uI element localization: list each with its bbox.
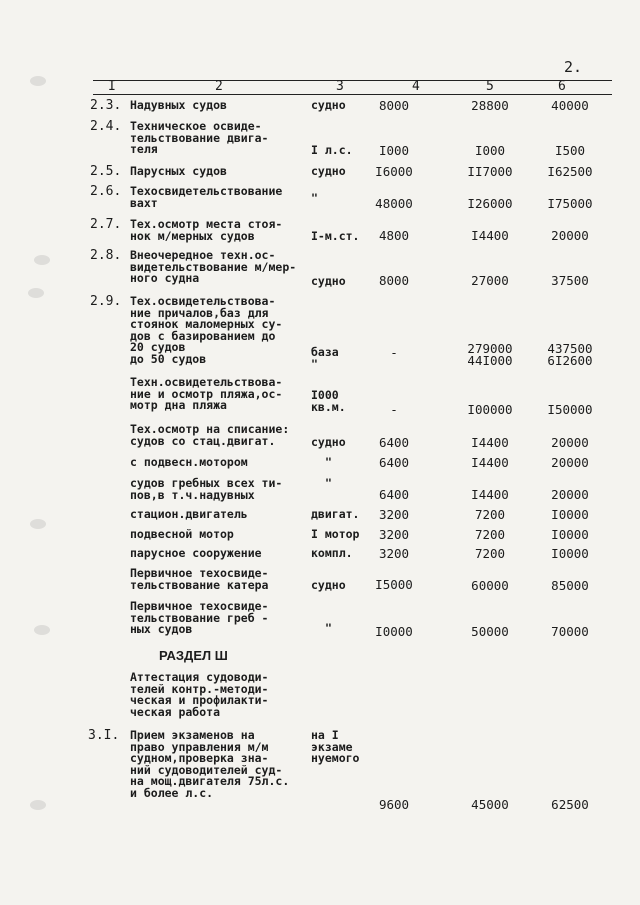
row-unit: судно xyxy=(311,98,346,112)
header-col-1: I xyxy=(108,79,116,94)
row-unit: I л.с. xyxy=(311,143,353,157)
row-col4: I6000 xyxy=(375,164,413,179)
row-col4: 8000 xyxy=(378,98,410,113)
row-col4: I5000 xyxy=(375,577,413,592)
row-unit: судно xyxy=(311,578,346,592)
row-unit: судно xyxy=(311,274,346,288)
row-col6: 40000 xyxy=(551,98,589,113)
row-col5: II7000 xyxy=(467,164,513,179)
row-unit: " xyxy=(325,621,332,635)
row-col6: I75000 xyxy=(547,196,593,211)
row-col5: 7200 xyxy=(474,527,506,542)
row-col5: 7200 xyxy=(474,546,506,561)
row-number: 2.7. xyxy=(90,217,122,232)
row-col5: 7200 xyxy=(474,507,506,522)
row-description: Парусных судов xyxy=(130,164,227,178)
row-col6: 437500 6I2600 xyxy=(547,341,593,368)
row-number: 2.6. xyxy=(90,184,122,199)
row-col5: I4400 xyxy=(471,487,509,502)
row-col4: - xyxy=(390,402,398,417)
scan-smudge xyxy=(30,76,46,86)
row-unit: " xyxy=(325,455,332,469)
header-top-rule xyxy=(93,80,612,81)
scan-smudge xyxy=(30,519,46,529)
row-unit: судно xyxy=(311,435,346,449)
scan-smudge xyxy=(28,288,44,298)
row-unit: " xyxy=(325,476,332,490)
row-col5: 279000 44I000 xyxy=(467,341,513,368)
row-col4: 6400 xyxy=(378,455,410,470)
row-col5: I000 xyxy=(474,143,506,158)
row-unit: компл. xyxy=(311,546,353,560)
row-description: Внеочередное техн.ос- видетельствование м/мер- ного судна xyxy=(130,248,297,285)
row-col5: I4400 xyxy=(471,455,509,470)
row-description: парусное сооружение xyxy=(130,546,262,560)
row-number: 2.8. xyxy=(90,248,122,263)
row-col4: 3200 xyxy=(378,507,410,522)
row-number: 3.I. xyxy=(88,728,120,743)
row-col5: 28800 xyxy=(471,98,509,113)
header-col-2: 2 xyxy=(215,79,223,94)
row-col5: 60000 xyxy=(471,578,509,593)
row-unit: база " xyxy=(311,345,339,371)
row-unit: судно xyxy=(311,164,346,178)
row-unit: " xyxy=(311,191,318,205)
row-description: Первичное техосвиде- тельствование катера xyxy=(130,566,269,592)
row-number: 2.4. xyxy=(90,119,122,134)
row-col6: 20000 xyxy=(551,487,589,502)
row-unit: I-м.ст. xyxy=(311,229,360,243)
row-col4: 9600 xyxy=(378,797,410,812)
row-col5: 27000 xyxy=(471,273,509,288)
row-col4: - xyxy=(390,345,398,360)
row-col4: 3200 xyxy=(378,546,410,561)
row-col5: I4400 xyxy=(471,228,509,243)
row-description: с подвесн.мотором xyxy=(130,455,248,469)
row-description: подвесной мотор xyxy=(130,527,234,541)
row-col6: 20000 xyxy=(551,228,589,243)
scan-smudge xyxy=(30,800,46,810)
row-col5: I26000 xyxy=(467,196,513,211)
header-col-5: 5 xyxy=(486,79,494,94)
row-col6: I62500 xyxy=(547,164,593,179)
row-col6: I500 xyxy=(554,143,586,158)
row-number: 2.5. xyxy=(90,164,122,179)
row-description: Надувных судов xyxy=(130,98,227,112)
row-description: стацион.двигатель xyxy=(130,507,248,521)
row-number: 2.3. xyxy=(90,98,122,113)
row-unit: двигат. xyxy=(311,507,360,521)
row-col6: 37500 xyxy=(551,273,589,288)
row-col5: 45000 xyxy=(471,797,509,812)
row-unit: I000 кв.м. xyxy=(311,388,346,414)
row-col4: 6400 xyxy=(378,435,410,450)
header-col-4: 4 xyxy=(412,79,420,94)
row-description: Тех.осмотр места стоя- нок м/мерных судов xyxy=(130,217,283,243)
row-description: Первичное техосвиде- тельствование греб - ных судов xyxy=(130,599,269,636)
row-description: Техосвидетельствование вахт xyxy=(130,184,283,210)
row-col6: 20000 xyxy=(551,435,589,450)
section-description: Аттестация судоводи- телей контр.-методи- ческая и профилакти- ческая работа xyxy=(130,670,269,719)
scan-smudge xyxy=(34,625,50,635)
header-bottom-rule xyxy=(93,94,612,95)
row-col6: 85000 xyxy=(551,578,589,593)
row-description: Техническое освиде- тельствование двига- теля xyxy=(130,119,269,156)
row-col5: I4400 xyxy=(471,435,509,450)
row-col5: 50000 xyxy=(471,624,509,639)
row-col6: 20000 xyxy=(551,455,589,470)
row-number: 2.9. xyxy=(90,294,122,309)
row-description: Прием экзаменов на право управления м/м судном,проверка зна- ний судоводителей суд- на мощ.двигателя 75л.с. и более л.с. xyxy=(130,728,290,800)
header-col-3: 3 xyxy=(336,79,344,94)
row-col6: I0000 xyxy=(551,527,589,542)
row-description: судов гребных всех ти- пов,в т.ч.надувных xyxy=(130,476,283,502)
row-col4: I0000 xyxy=(375,624,413,639)
row-col6: 70000 xyxy=(551,624,589,639)
row-unit: на I экзаме нуемого xyxy=(311,728,360,765)
row-col4: 8000 xyxy=(378,273,410,288)
page-number: 2. xyxy=(564,58,583,76)
row-col6: I0000 xyxy=(551,507,589,522)
row-col6: 62500 xyxy=(551,797,589,812)
row-col4: 6400 xyxy=(378,487,410,502)
row-description: Техн.освидетельствова- ние и осмотр пляжа,ос- мотр дна пляжа xyxy=(130,375,283,412)
row-unit: I мотор xyxy=(311,527,360,541)
row-col6: I50000 xyxy=(547,402,593,417)
row-col5: I00000 xyxy=(467,402,513,417)
row-col4: 4800 xyxy=(378,228,410,243)
row-description: Тех.освидетельствова- ние причалов,баз для стоянок маломерных су- дов с базированием до 20 судов до 50 судов xyxy=(130,294,283,366)
row-col6: I0000 xyxy=(551,546,589,561)
row-col4: 3200 xyxy=(378,527,410,542)
row-description: Тех.осмотр на списание: судов со стац.двигат. xyxy=(130,422,290,448)
row-col4: I000 xyxy=(378,143,410,158)
scan-smudge xyxy=(34,255,50,265)
row-col4: 48000 xyxy=(375,196,413,211)
section-title: РАЗДЕЛ Ш xyxy=(159,648,228,663)
header-col-6: 6 xyxy=(558,79,566,94)
